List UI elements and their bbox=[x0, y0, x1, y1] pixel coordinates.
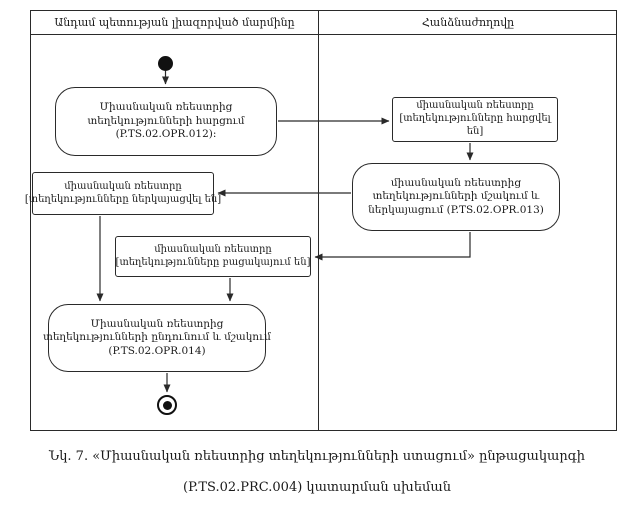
node-label-line: Միասնական ռեեստրից bbox=[90, 317, 224, 330]
node-label-line: [տեղեկությունները բացակայում են] bbox=[115, 256, 311, 268]
object-registry-info-presented bbox=[24, 172, 222, 215]
node-label-line: Միասնական ռեեստրից bbox=[99, 101, 233, 114]
final-node bbox=[157, 395, 177, 415]
swimlane-header-authorized-body bbox=[30, 10, 319, 35]
node-label-line: են] bbox=[466, 125, 484, 137]
swimlane-title: Հանձնաժողովը bbox=[421, 15, 515, 29]
node-label-line: [տեղեկությունները հարցվել bbox=[399, 113, 551, 125]
node-label-line: միասնական ռեեստրը bbox=[154, 243, 272, 255]
final-node-dot bbox=[163, 401, 172, 410]
node-label-line: միասնական ռեեստրը bbox=[64, 180, 182, 192]
activity-request-info-from-registry bbox=[55, 87, 277, 156]
swimlane-title: Անդամ պետության լիազորված մարմինը bbox=[54, 15, 295, 29]
figure-caption-line2: (P.TS.02.PRC.004) կատարման սխեման bbox=[183, 480, 451, 495]
object-registry-info-requested bbox=[392, 97, 558, 142]
node-label-line: [տեղեկությունները ներկայացվել են] bbox=[24, 193, 222, 205]
swimlane-header-commission bbox=[319, 10, 617, 35]
node-label-line: ներկայացում (P.TS.02.OPR.013) bbox=[368, 203, 544, 216]
node-label-line: (P.TS.02.OPR.012)։ bbox=[115, 128, 217, 141]
node-label-line: (P.TS.02.OPR.014) bbox=[108, 344, 206, 357]
object-registry-info-absent bbox=[115, 236, 311, 277]
figure-caption-line1: Նկ. 7. «Միասնական ռեեստրից տեղեկությունների ստացում» ընթացակարգի bbox=[48, 449, 586, 464]
node-label-line: միասնական ռեեստրից bbox=[390, 176, 522, 189]
activity-receive-and-process-info bbox=[43, 304, 271, 372]
node-label-line: տեղեկությունների հարցում bbox=[87, 114, 245, 127]
initial-node bbox=[158, 56, 173, 71]
activity-process-and-present-info bbox=[352, 163, 560, 231]
swimlane-divider bbox=[318, 10, 319, 431]
node-label-line: տեղեկությունների ընդունում և մշակում bbox=[43, 331, 271, 344]
node-label-line: միասնական ռեեստրը bbox=[416, 100, 534, 112]
node-label-line: տեղեկությունների մշակում և bbox=[372, 190, 540, 203]
